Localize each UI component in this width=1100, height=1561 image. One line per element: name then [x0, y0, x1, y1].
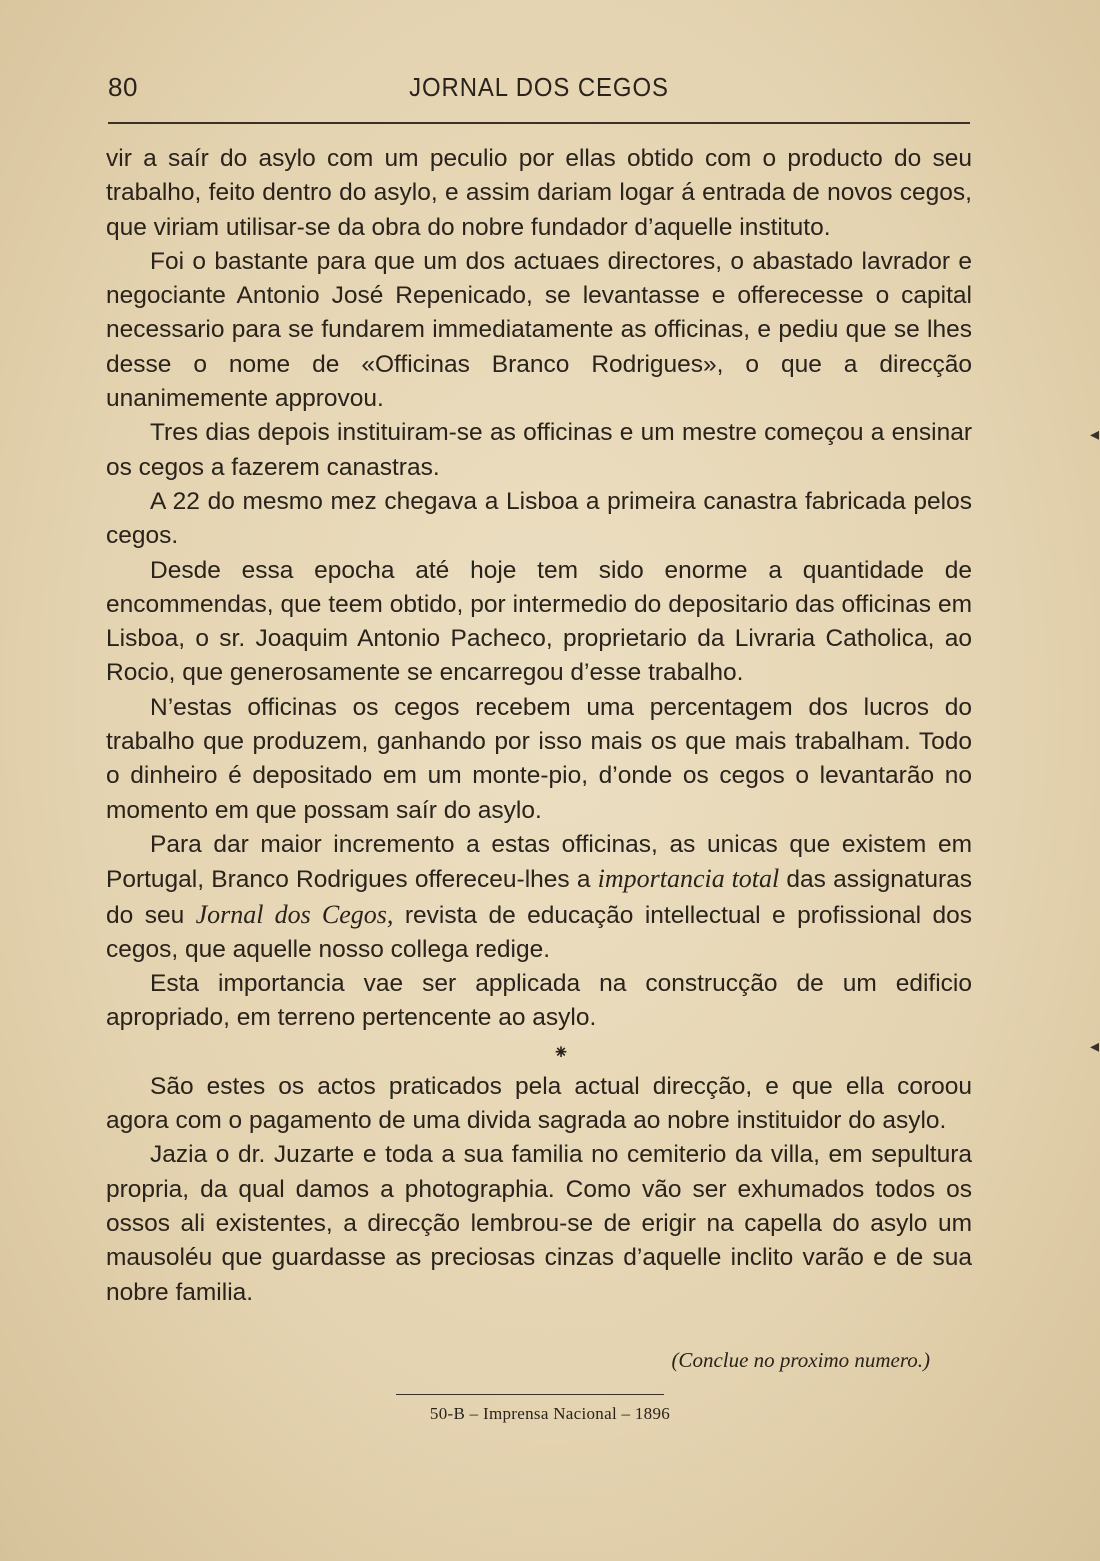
paragraph-7-text-b: das assignaturas do seu	[106, 866, 973, 929]
paragraph-7-text-c: revista de educação intellectual e profissional dos cegos, que aquelle nosso collega redige.	[106, 901, 972, 963]
continuation-note: (Conclue no proximo numero.)	[671, 1348, 930, 1372]
paragraph-7-italic-jornal: Jornal dos Cegos,	[195, 899, 394, 929]
paragraph-6: N’estas officinas os cegos recebem uma percentagem dos lucros do trabalho que produzem, ganhando por isso mais os que mais trabalham. Todo o dinheiro é depositado em um monte-pio, d’onde os cegos o levantarão no momento em que possam saír do asylo.	[106, 693, 972, 824]
paragraph-7-text-a: Para dar maior incremento a estas officinas, as unicas que existem em Portugal, Branco Rodrigues offereceu-lhes a	[106, 830, 972, 894]
paragraph-7	[106, 828, 972, 967]
margin-mark-icon: ◂	[1090, 1036, 1100, 1056]
paragraph-2: Foi o bastante para que um dos actuaes directores, o abastado lavrador e negociante Antonio José Repenicado, se levantasse e offerecesse o capital necessario para se fundarem immediatamente as officinas, e pediu que se lhes desse o nome de «Officinas Branco Rodrigues», o que a direcção unanimemente approvou.	[106, 247, 972, 413]
header-rule	[108, 122, 970, 124]
paragraph-1: vir a saír do asylo com um peculio por ellas obtido com o producto do seu trabalho, feito dentro do asylo, e assim dariam logar á entrada de novos cegos, que viriam utilisar-se da obra do nobre fundador d’aquelle instituto.	[106, 145, 972, 241]
printer-imprint: 50-B – Imprensa Nacional – 1896	[429, 1404, 671, 1423]
paragraph-9: São estes os actos praticados pela actual direcção, e que ella coroou agora com o pagamento de uma divida sagrada ao nobre instituidor do asylo.	[106, 1072, 972, 1135]
article-body	[106, 142, 972, 1310]
section-ornament: ⁕	[552, 1041, 570, 1064]
paragraph-4: A 22 do mesmo mez chegava a Lisboa a primeira canastra fabricada pelos cegos.	[106, 487, 972, 550]
paragraph-7-italic-importancia: importancia total	[597, 864, 780, 894]
margin-mark-icon: ◂	[1090, 424, 1100, 444]
imprint-rule	[396, 1394, 664, 1395]
paragraph-8: Esta importancia vae ser applicada na construcção de um edificio apropriado, em terreno pertencente ao asylo.	[106, 970, 972, 1032]
paragraph-5: Desde essa epocha até hoje tem sido enorme a quantidade de encommendas, que teem obtido, por intermedio do depositario das officinas em Lisboa, o sr. Joaquim Antonio Pacheco, proprietario da Livraria Catholica, ao Rocio, que generosamente se encarregou d’esse trabalho.	[106, 556, 972, 687]
running-title: JORNAL DOS CEGOS	[409, 72, 669, 102]
paragraph-3: Tres dias depois instituiram-se as officinas e um mestre começou a ensinar os cegos a fazerem canastras.	[106, 419, 972, 481]
page-number: 80	[108, 72, 138, 102]
paragraph-10: Jazia o dr. Juzarte e toda a sua familia no cemiterio da villa, em sepultura propria, da qual damos a photographia. Como vão ser exhumados todos os ossos ali existentes, a direcção lembrou-se de erigir na capella do asylo um mausoléu que guardasse as preciosas cinzas d’aquelle inclito varão e de sua nobre familia.	[106, 1141, 972, 1306]
page-header	[108, 72, 970, 112]
